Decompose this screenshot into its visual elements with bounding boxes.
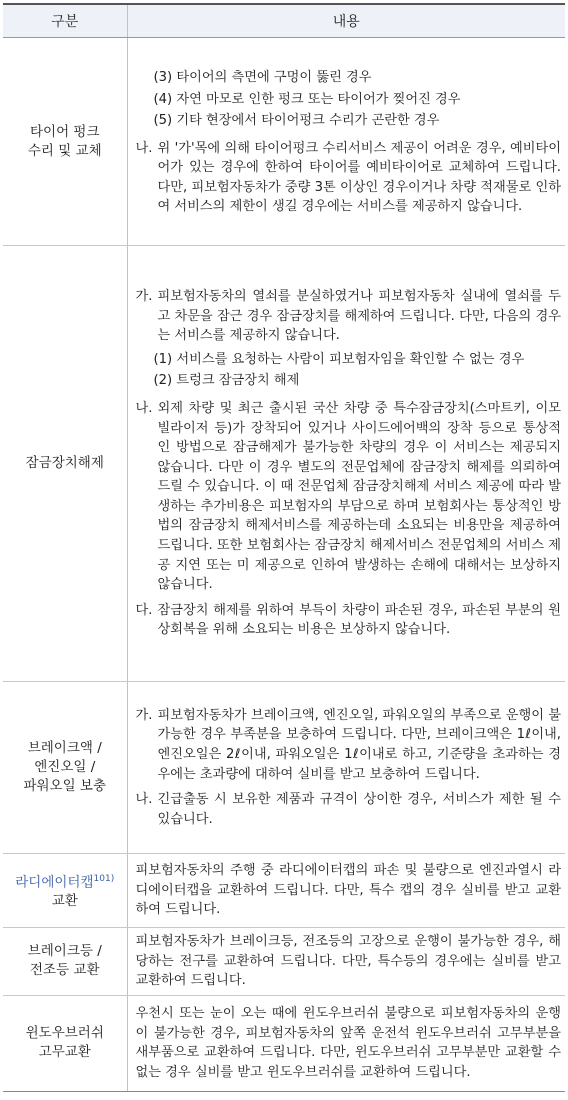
tire-sub-3: (3) 타이어의 측면에 구멍이 뚫린 경우 bbox=[153, 69, 372, 85]
table-header-row bbox=[3, 4, 565, 38]
item-marker: 다. bbox=[135, 602, 153, 618]
wiper-text: 우천시 또는 눈이 오는 때에 윈도우브러쉬 불량으로 피보험자동차의 운행이 불가능한 경우, 피보험자동차의 앞쪽 운전석 윈도우브러쉬 고무부분을 새부품으로 교환하여 드립니다. 다만, 윈도우브러쉬 고무부분만 교환할 수 없는 경우 실비를 받고 윈도우브러쉬를 교환하여 드립니다. bbox=[135, 1006, 561, 1080]
tire-sub-5: (5) 기타 현장에서 타이어펑크 수리가 곤란한 경우 bbox=[153, 113, 440, 129]
table-row bbox=[3, 246, 565, 682]
category-wiper: 윈도우브러쉬 고무교환 bbox=[3, 995, 127, 1091]
brake-item-na bbox=[136, 790, 562, 829]
lock-item-na bbox=[136, 399, 562, 595]
table-row bbox=[3, 854, 565, 928]
content-wiper bbox=[127, 995, 565, 1091]
content-brake-fluid bbox=[127, 682, 565, 854]
category-radiator: 라디에이터캡$^{101)}$ 교환 bbox=[3, 854, 127, 928]
footnote-ref: 101) bbox=[93, 873, 115, 884]
radiator-label: 라디에이터캡 bbox=[15, 874, 94, 891]
lock-item-da bbox=[136, 601, 562, 640]
content-tire bbox=[127, 38, 565, 246]
tire-sub-4: (4) 자연 마모로 인한 펑크 또는 타이어가 찢어진 경우 bbox=[153, 91, 461, 107]
content-radiator bbox=[127, 854, 565, 928]
brake-item-ga bbox=[136, 706, 562, 784]
item-text: 외제 차량 및 최근 출시된 국산 차량 중 특수잠금장치(스마트키, 이모빌라이저 등)가 장착되어 있거나 사이드에어백의 장착 등으로 통상적인 방법으로 잠금해제가 불가능한 차량의 경우 이 서비스는 제공되지 않습니다. 다만 이 경우 별도의 전문업체에 잠금장치 해제를 의뢰하여 드릴 수 있습니다. 이 때 전문업체 잠금장치해제 서비스 제공에 따라 발생하는 추가비용은 피보험자의 부담으로 하며 보험회사는 통상적인 방법의 잠금장치 해제서비스를 제공하는데 소요되는 비용만을 제공하여 드립니다. 또한 보험회사는 잠금장치 해제서비스 전문업체의 서비스 제공 지연 또는 미 제공으로 인하여 발생하는 손해에 대해서는 보상하지 않습니다. bbox=[157, 400, 561, 593]
lock-sub-2: (2) 트렁크 잠금장치 해제 bbox=[153, 373, 300, 389]
item-text: 위 '가'목에 의해 타이어펑크 수리서비스 제공이 어려운 경우, 예비타이어가 있는 경우에 한하여 타이어를 예비타이어로 교체하여 드립니다. 다만, 피보험자동차가 중량 3톤 이상인 경우이거나 차량 적재물로 인하여 서비스의 제한이 생길 경우에는 서비스를 제공하지 않습니다. bbox=[157, 140, 561, 215]
table-row bbox=[3, 928, 565, 996]
lock-item-ga bbox=[136, 287, 562, 346]
header-content: 내용 bbox=[127, 4, 565, 38]
category-lock: 잠금장치해제 bbox=[3, 246, 127, 682]
radiator-text: 피보험자동차의 주행 중 라디에이터캡의 파손 및 불량으로 엔진과열시 라디에이터캡을 교환하여 드립니다. 다만, 특수 캡의 경우 실비를 받고 교환하여 드립니다. bbox=[135, 863, 561, 918]
lamp-text: 피보험자동차가 브레이크등, 전조등의 고장으로 운행이 불가능한 경우, 해당하는 전구를 교환하여 드립니다. 다만, 특수등의 경우에는 실비를 받고 교환하여 드립니다. bbox=[135, 934, 561, 989]
item-text: 피보험자동차의 열쇠를 분실하였거나 피보험자동차 실내에 열쇠를 두고 차문을 잠근 경우 잠금장치를 해제하여 드립니다. 다만, 다음의 경우는 서비스를 제공하지 않습니다. bbox=[157, 288, 561, 344]
item-marker: 가. bbox=[135, 707, 153, 723]
table-row bbox=[3, 38, 565, 246]
tire-item-na bbox=[136, 139, 562, 217]
lock-sub-1: (1) 서비스를 요청하는 사람이 피보험자임을 확인할 수 없는 경우 bbox=[153, 351, 525, 367]
category-lamp: 브레이크등 / 전조등 교환 bbox=[3, 928, 127, 996]
service-table bbox=[3, 3, 565, 1092]
category-brake-fluid: 브레이크액 / 엔진오일 / 파워오일 보충 bbox=[3, 682, 127, 854]
content-lock bbox=[127, 246, 565, 682]
item-marker: 나. bbox=[135, 140, 153, 156]
item-text: 긴급출동 시 보유한 제품과 규격이 상이한 경우, 서비스가 제한 될 수 있습니다. bbox=[157, 792, 561, 827]
item-text: 잠금장치 해제를 위하여 부득이 차량이 파손된 경우, 파손된 부분의 원상회복을 위해 소요되는 비용은 보상하지 않습니다. bbox=[157, 602, 561, 638]
table-row bbox=[3, 995, 565, 1091]
item-text: 피보험자동차가 브레이크액, 엔진오일, 파워오일의 부족으로 운행이 불가능한 경우 부족분을 보충하여 드립니다. 다만, 브레이크액은 1ℓ이내, 엔진오일은 2ℓ이내, 파워오일은 1ℓ이내로 하고, 기준량을 초과하는 경우에는 초과량에 대하여 실비를 받고 보충하여 드립니다. bbox=[157, 707, 561, 782]
item-marker: 가. bbox=[135, 288, 153, 304]
item-marker: 나. bbox=[135, 400, 153, 416]
header-category: 구분 bbox=[3, 4, 127, 38]
table-row bbox=[3, 682, 565, 854]
item-marker: 나. bbox=[135, 792, 153, 808]
content-lamp bbox=[127, 928, 565, 996]
category-tire: 타이어 펑크 수리 및 교체 bbox=[3, 38, 127, 246]
